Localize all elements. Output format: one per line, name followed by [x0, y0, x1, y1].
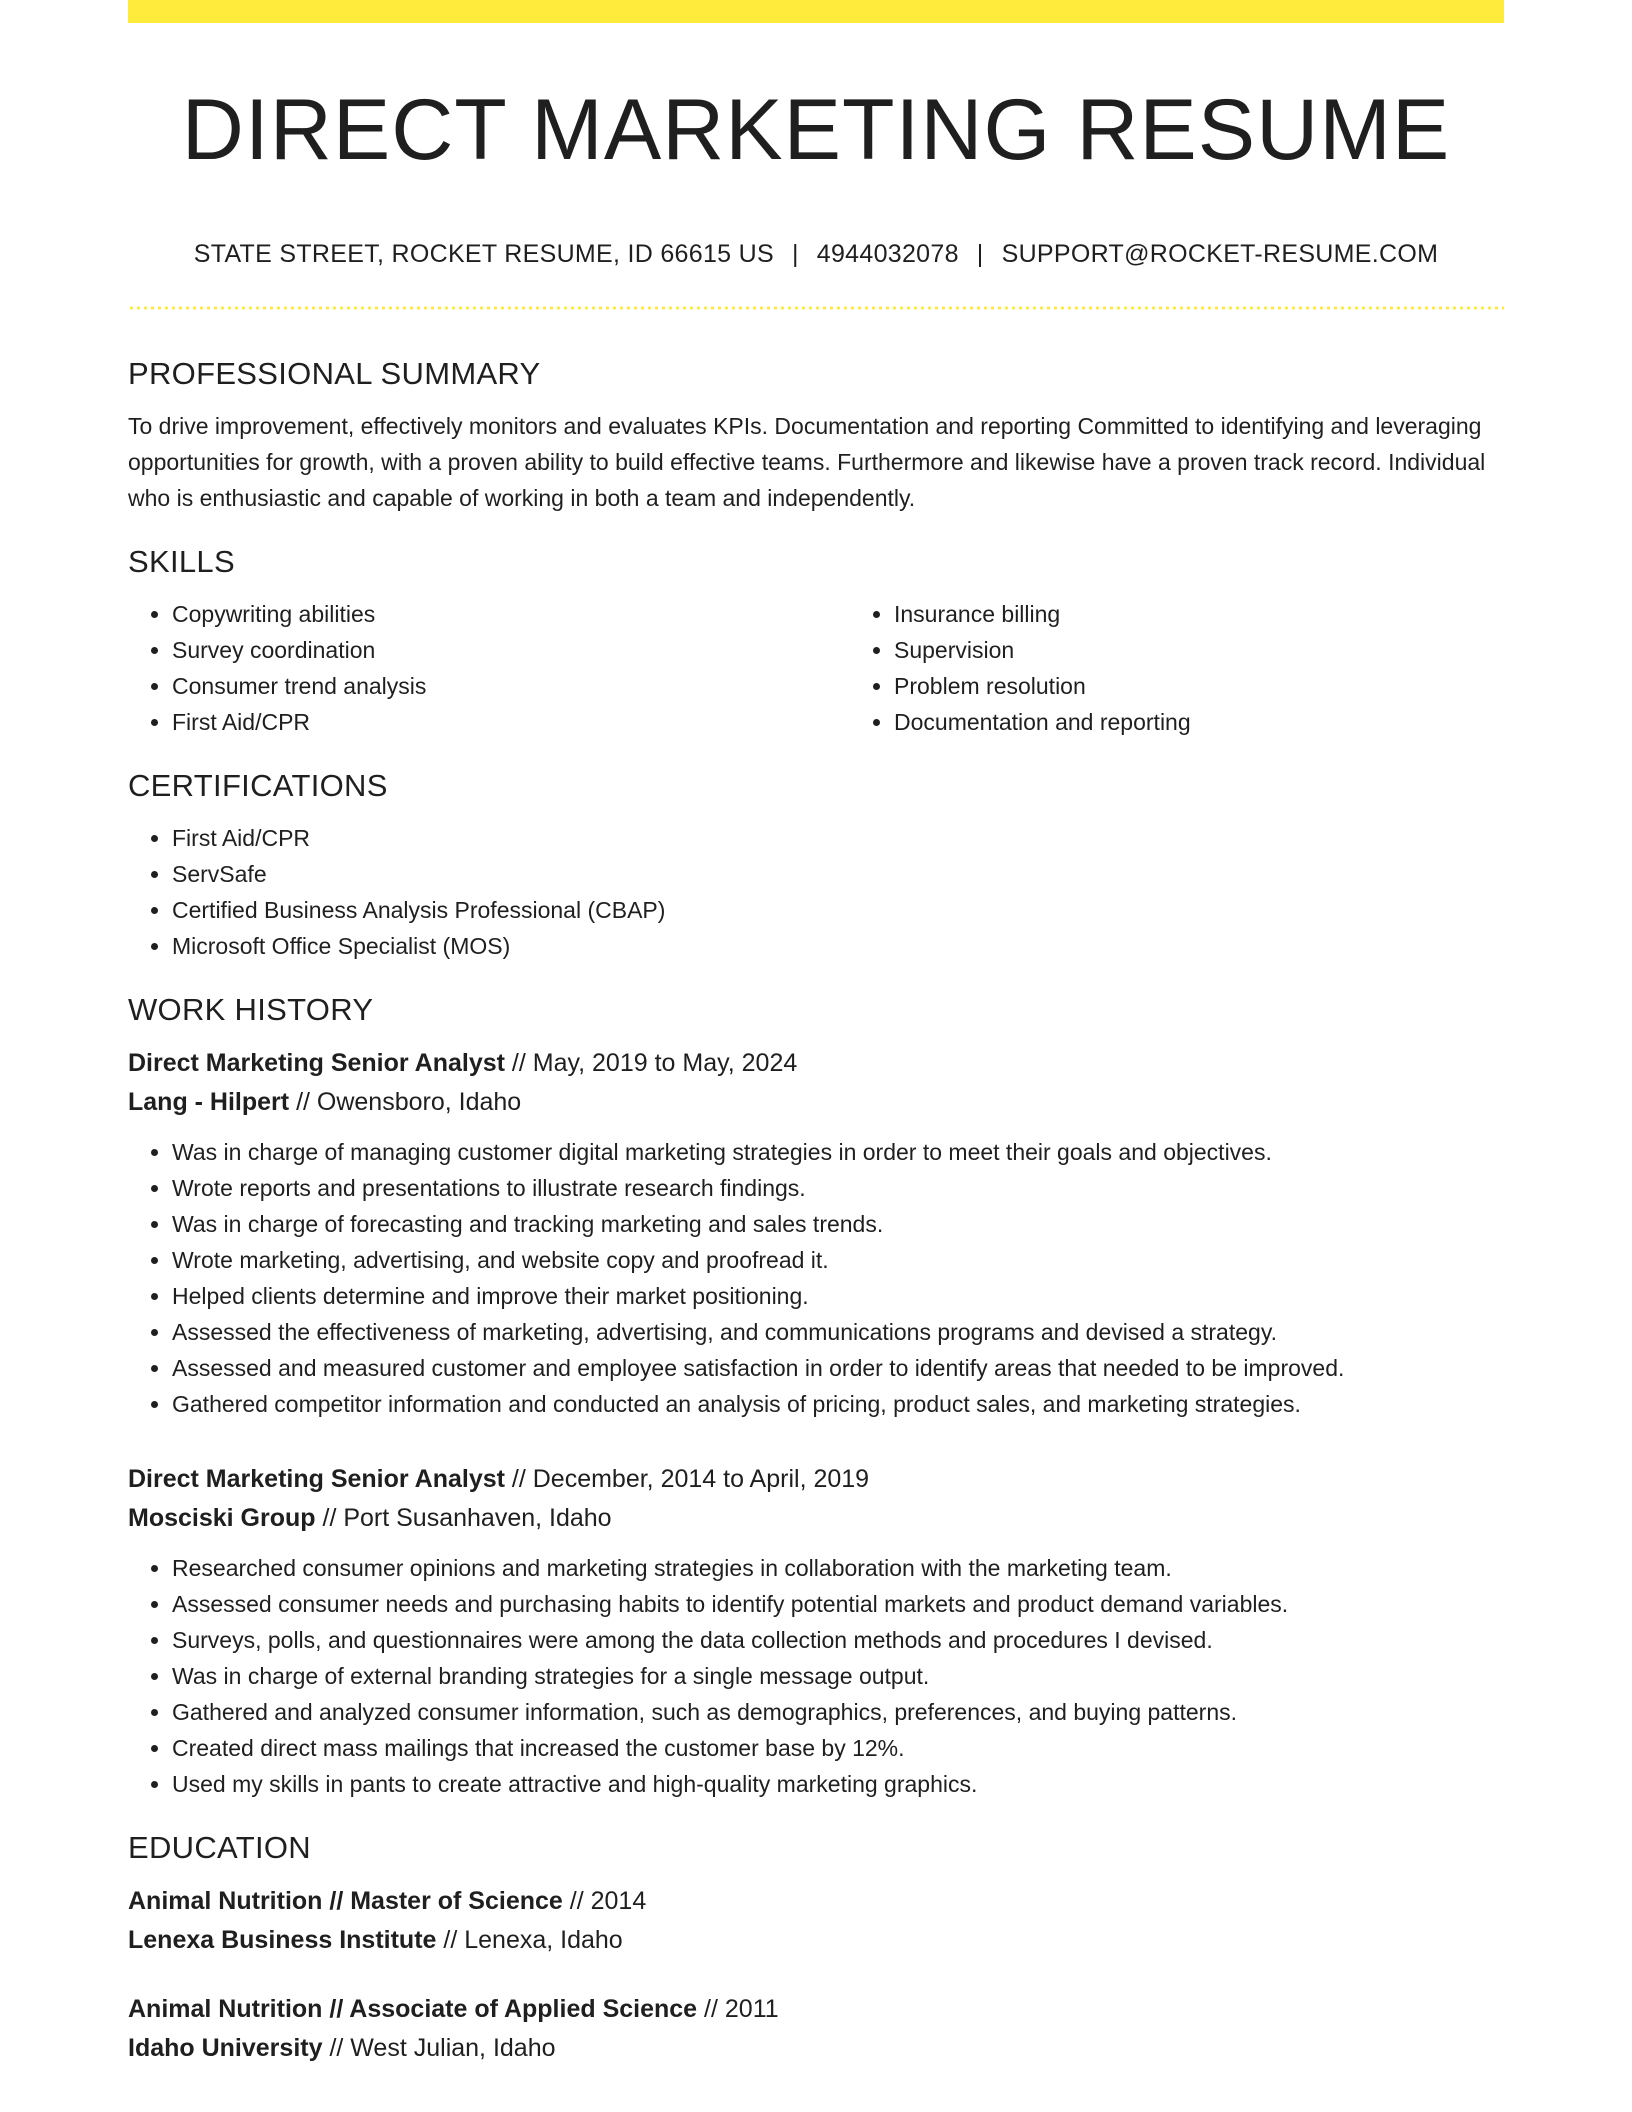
education-year: // 2014	[569, 1887, 647, 1915]
job-entry	[128, 1044, 1504, 1422]
education-school: Lenexa Business Institute	[128, 1926, 437, 1954]
job-dates: // May, 2019 to May, 2024	[511, 1049, 798, 1077]
job-bullet: • Wrote reports and presentations to illustrate research findings.	[172, 1170, 1504, 1206]
education-degree-line	[128, 1990, 1504, 2029]
certification-item: • Microsoft Office Specialist (MOS)	[172, 928, 1504, 964]
skill-item: • Insurance billing	[894, 596, 1548, 632]
education-school: Idaho University	[128, 2034, 323, 2062]
job-header	[128, 1460, 1504, 1538]
certifications-heading: CERTIFICATIONS	[128, 768, 388, 803]
contact-email: SUPPORT@ROCKET-RESUME.COM	[1001, 240, 1439, 268]
job-title: Direct Marketing Senior Analyst	[128, 1465, 505, 1493]
job-bullet: • Used my skills in pants to create attractive and high-quality marketing graphics.	[172, 1766, 1504, 1802]
certifications-list	[128, 820, 1504, 964]
job-title-line	[128, 1044, 1504, 1083]
job-bullet: • Assessed consumer needs and purchasing habits to identify potential markets and product demand variables.	[172, 1586, 1504, 1622]
skills-list-right	[850, 596, 1548, 740]
job-bullet: • Wrote marketing, advertising, and website copy and proofread it.	[172, 1242, 1504, 1278]
job-bullet: • Helped clients determine and improve their market positioning.	[172, 1278, 1504, 1314]
education-school-line	[128, 2029, 1504, 2068]
contact-phone: 4944032078	[816, 240, 959, 268]
education-degree: Animal Nutrition // Master of Science	[128, 1887, 563, 1915]
work-history-section	[128, 988, 1504, 1802]
education-heading: EDUCATION	[128, 1830, 311, 1865]
job-bullet: • Created direct mass mailings that increased the customer base by 12%.	[172, 1730, 1504, 1766]
skills-columns	[128, 584, 1504, 740]
skill-item: • Supervision	[894, 632, 1548, 668]
job-bullet: • Researched consumer opinions and marketing strategies in collaboration with the marketing team.	[172, 1550, 1504, 1586]
job-company: Mosciski Group	[128, 1504, 316, 1532]
summary-heading: PROFESSIONAL SUMMARY	[128, 356, 541, 391]
education-degree-line	[128, 1882, 1504, 1921]
job-company-line	[128, 1083, 1504, 1122]
education-entry	[128, 1990, 1504, 2068]
skill-item: • Problem resolution	[894, 668, 1548, 704]
job-entry	[128, 1460, 1504, 1802]
job-bullets	[128, 1550, 1504, 1802]
job-dates: // December, 2014 to April, 2019	[511, 1465, 870, 1493]
contact-address: STATE STREET, ROCKET RESUME, ID 66615 US	[193, 240, 774, 268]
certification-item: • ServSafe	[172, 856, 1504, 892]
contact-separator: |	[976, 240, 984, 268]
skills-section	[128, 540, 1504, 740]
education-school-line	[128, 1921, 1504, 1960]
job-header	[128, 1044, 1504, 1122]
job-company-line	[128, 1499, 1504, 1538]
job-bullet: • Gathered competitor information and conducted an analysis of pricing, product sales, and marketing strategies.	[172, 1386, 1504, 1422]
education-entry	[128, 1882, 1504, 1960]
accent-top-bar	[128, 0, 1504, 23]
job-company: Lang - Hilpert	[128, 1088, 290, 1116]
contact-separator: |	[791, 240, 799, 268]
certification-item: • Certified Business Analysis Professional (CBAP)	[172, 892, 1504, 928]
skills-heading: SKILLS	[128, 544, 235, 579]
job-title: Direct Marketing Senior Analyst	[128, 1049, 505, 1077]
skill-item: • Survey coordination	[172, 632, 850, 668]
job-bullet: • Was in charge of forecasting and tracking marketing and sales trends.	[172, 1206, 1504, 1242]
job-bullets	[128, 1134, 1504, 1422]
job-bullet: • Was in charge of external branding strategies for a single message output.	[172, 1658, 1504, 1694]
skill-item: • Consumer trend analysis	[172, 668, 850, 704]
skill-item: • Documentation and reporting	[894, 704, 1548, 740]
education-location: // West Julian, Idaho	[329, 2034, 556, 2062]
work-history-heading: WORK HISTORY	[128, 992, 374, 1027]
skills-list-left	[128, 596, 850, 740]
summary-section	[128, 352, 1504, 516]
job-bullet: • Assessed the effectiveness of marketing, advertising, and communications programs and devised a strategy.	[172, 1314, 1504, 1350]
contact-line	[128, 236, 1504, 272]
education-degree: Animal Nutrition // Associate of Applied Science	[128, 1995, 698, 2023]
skill-item: • First Aid/CPR	[172, 704, 850, 740]
job-bullet: • Surveys, polls, and questionnaires were among the data collection methods and procedures I devised.	[172, 1622, 1504, 1658]
job-location: // Port Susanhaven, Idaho	[322, 1504, 612, 1532]
education-year: // 2011	[704, 1995, 779, 2023]
summary-text: To drive improvement, effectively monitors and evaluates KPIs. Documentation and reporting Committed to identifying and leveraging opportunities for growth, with a proven ability to build effective teams. Furthermore and likewise have a proven track record. Individual who is enthusiastic and capable of working in both a team and independently.	[128, 413, 1486, 511]
education-section	[128, 1826, 1504, 2068]
resume-body	[128, 352, 1504, 2068]
job-bullet: • Gathered and analyzed consumer information, such as demographics, preferences, and buying patterns.	[172, 1694, 1504, 1730]
job-location: // Owensboro, Idaho	[296, 1088, 522, 1116]
dotted-divider	[128, 306, 1504, 310]
education-location: // Lenexa, Idaho	[443, 1926, 623, 1954]
job-bullet: • Assessed and measured customer and employee satisfaction in order to identify areas that needed to be improved.	[172, 1350, 1504, 1386]
skill-item: • Copywriting abilities	[172, 596, 850, 632]
certifications-section	[128, 764, 1504, 964]
job-bullet: • Was in charge of managing customer digital marketing strategies in order to meet their goals and objectives.	[172, 1134, 1504, 1170]
job-title-line	[128, 1460, 1504, 1499]
certification-item: • First Aid/CPR	[172, 820, 1504, 856]
resume-title: DIRECT MARKETING RESUME	[181, 82, 1451, 178]
